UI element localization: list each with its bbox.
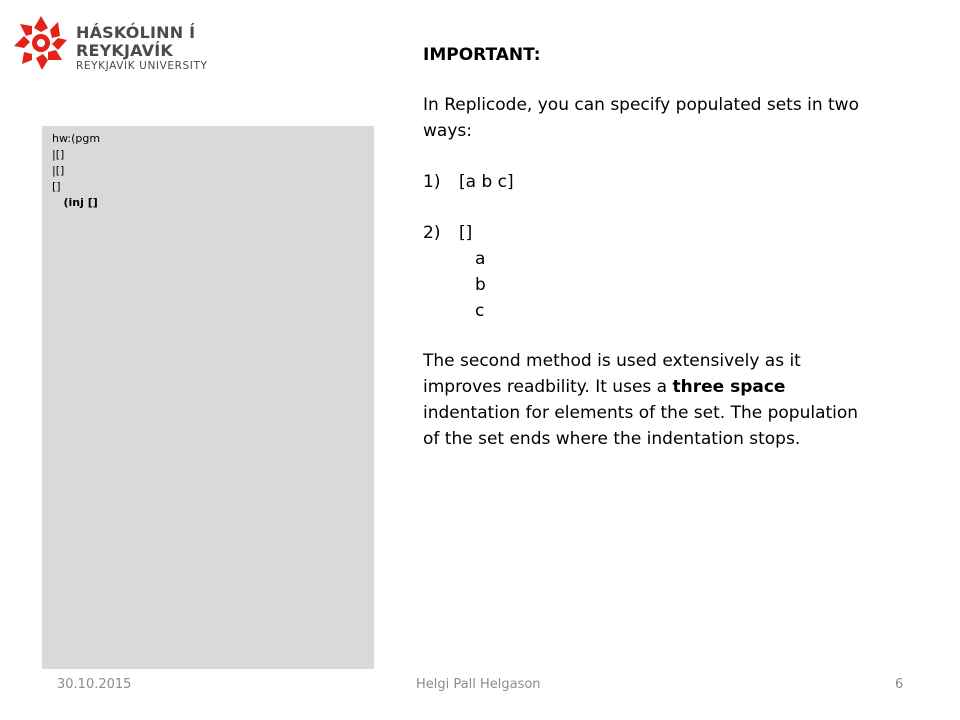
code-line: |[] [52,148,65,161]
intro-text: In Replicode, you can specify populated sets in two ways: [423,95,859,141]
list-text: [a b c] [459,172,514,192]
description-part: indentation for elements of the set. The population of the set ends where the indentation stops. [423,403,859,449]
description-part: The second method is used extensively as it improves readbility. It uses a [423,351,801,397]
set-element: a [475,249,486,269]
code-line: [] [52,180,61,193]
logo-title: HÁSKÓLINN Í REYKJAVÍK [76,23,196,60]
footer-author: Helgi Pall Helgason [416,677,541,692]
list-text: [] [459,223,473,243]
important-heading: IMPORTANT: [423,45,541,65]
list-number: 2) [423,223,441,243]
description-bold: three space [672,377,786,397]
code-line: (inj [] [52,196,98,209]
description-text [423,348,863,452]
list-number: 1) [423,172,441,192]
code-panel [42,126,374,669]
university-logo [12,14,272,72]
set-element: c [475,301,485,321]
set-element: b [475,275,486,295]
code-line: |[] [52,164,65,177]
logo-emblem-icon [12,14,70,72]
footer-date: 30.10.2015 [57,677,132,692]
logo-subtitle: REYKJAVIK UNIVERSITY [76,60,208,72]
code-line: hw:(pgm [52,132,101,145]
page-number: 6 [895,677,904,692]
